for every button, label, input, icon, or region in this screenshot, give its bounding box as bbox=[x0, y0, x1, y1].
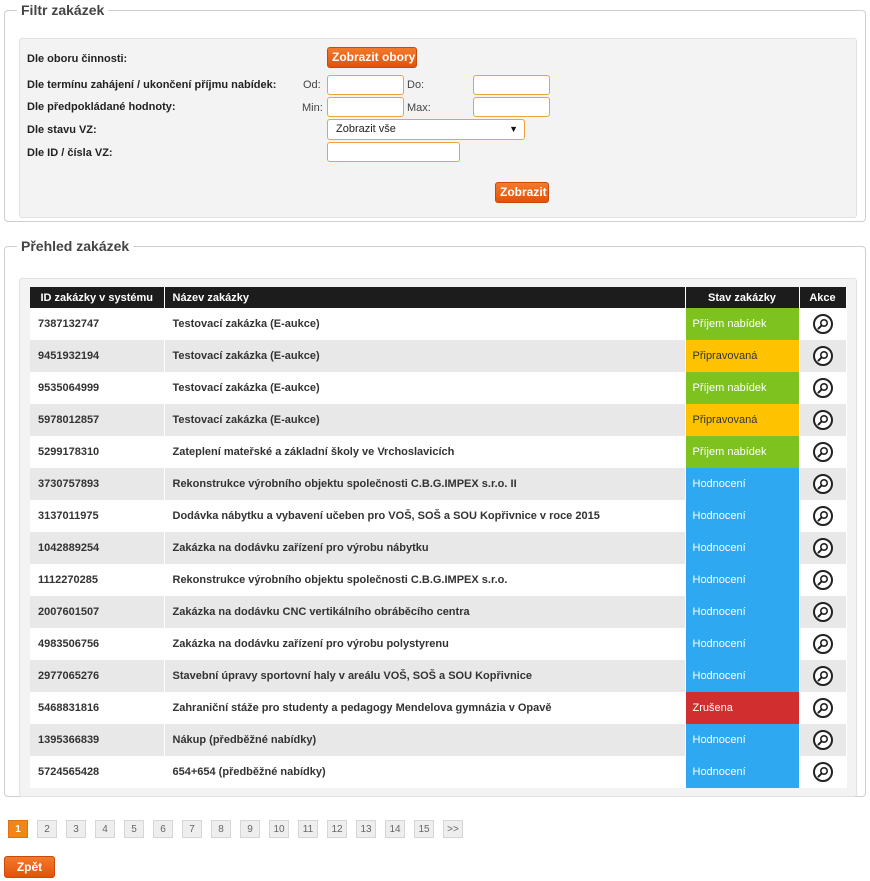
action-cell bbox=[799, 404, 846, 436]
filter-panel bbox=[4, 2, 866, 222]
action-cell bbox=[799, 628, 846, 660]
order-name-cell: Testovací zakázka (E-aukce) bbox=[164, 308, 685, 340]
orders-table-body bbox=[30, 308, 846, 788]
status-badge: Hodnocení bbox=[685, 500, 799, 532]
action-cell bbox=[799, 532, 846, 564]
action-cell bbox=[799, 372, 846, 404]
page-14-link[interactable]: 14 bbox=[385, 820, 405, 838]
status-badge: Příjem nabídek bbox=[685, 308, 799, 340]
page-8-link[interactable]: 8 bbox=[211, 820, 231, 838]
order-id-cell: 2977065276 bbox=[30, 660, 164, 692]
order-id-cell: 9535064999 bbox=[30, 372, 164, 404]
page-3-link[interactable]: 3 bbox=[66, 820, 86, 838]
magnifier-icon[interactable] bbox=[813, 314, 833, 334]
order-id-cell: 7387132747 bbox=[30, 308, 164, 340]
status-badge: Hodnocení bbox=[685, 532, 799, 564]
status-badge: Hodnocení bbox=[685, 468, 799, 500]
order-name-cell: Rekonstrukce výrobního objektu společnosti C.B.G.IMPEX s.r.o. II bbox=[164, 468, 685, 500]
order-name-cell: 654+654 (předběžné nabídky) bbox=[164, 756, 685, 788]
status-badge: Hodnocení bbox=[685, 756, 799, 788]
state-select-value: Zobrazit vše bbox=[336, 123, 396, 135]
page-4-link[interactable]: 4 bbox=[95, 820, 115, 838]
magnifier-icon[interactable] bbox=[813, 538, 833, 558]
table-row bbox=[30, 628, 846, 660]
table-row bbox=[30, 660, 846, 692]
status-badge: Hodnocení bbox=[685, 628, 799, 660]
filter-legend: Filtr zakázek bbox=[21, 2, 105, 18]
page-11-link[interactable]: 11 bbox=[298, 820, 318, 838]
magnifier-icon[interactable] bbox=[813, 634, 833, 654]
action-cell bbox=[799, 596, 846, 628]
order-id-cell: 1042889254 bbox=[30, 532, 164, 564]
submit-filter-button[interactable]: Zobrazit bbox=[495, 182, 549, 203]
page-1-link[interactable]: 1 bbox=[8, 820, 28, 838]
value-max-label: Max: bbox=[407, 102, 431, 114]
order-name-cell: Zateplení mateřské a základní školy ve Vrchoslavicích bbox=[164, 436, 685, 468]
value-min-input[interactable] bbox=[327, 97, 404, 117]
page-6-link[interactable]: 6 bbox=[153, 820, 173, 838]
table-row bbox=[30, 756, 846, 788]
order-name-cell: Zakázka na dodávku zařízení pro výrobu polystyrenu bbox=[164, 628, 685, 660]
back-button[interactable]: Zpět bbox=[4, 856, 55, 878]
state-select[interactable] bbox=[327, 119, 525, 140]
order-id-cell: 9451932194 bbox=[30, 340, 164, 372]
status-badge: Příjem nabídek bbox=[685, 372, 799, 404]
order-name-cell: Stavební úpravy sportovní haly v areálu VOŠ, SOŠ a SOU Kopřivnice bbox=[164, 660, 685, 692]
next-page-link[interactable]: >> bbox=[443, 820, 463, 838]
page-9-link[interactable]: 9 bbox=[240, 820, 260, 838]
chevron-down-icon: ▼ bbox=[509, 124, 518, 134]
magnifier-icon[interactable] bbox=[813, 506, 833, 526]
order-name-cell: Zakázka na dodávku zařízení pro výrobu nábytku bbox=[164, 532, 685, 564]
page-10-link[interactable]: 10 bbox=[269, 820, 289, 838]
action-cell bbox=[799, 692, 846, 724]
order-id-cell: 3730757893 bbox=[30, 468, 164, 500]
table-row bbox=[30, 564, 846, 596]
table-row bbox=[30, 724, 846, 756]
action-cell bbox=[799, 340, 846, 372]
table-header-row bbox=[30, 287, 846, 308]
term-to-input[interactable] bbox=[473, 75, 550, 95]
show-fields-button[interactable]: Zobrazit obory bbox=[327, 47, 417, 68]
action-cell bbox=[799, 564, 846, 596]
status-badge: Příjem nabídek bbox=[685, 436, 799, 468]
table-row bbox=[30, 532, 846, 564]
status-badge: Hodnocení bbox=[685, 596, 799, 628]
page-13-link[interactable]: 13 bbox=[356, 820, 376, 838]
magnifier-icon[interactable] bbox=[813, 346, 833, 366]
status-badge: Zrušena bbox=[685, 692, 799, 724]
action-cell bbox=[799, 500, 846, 532]
table-row bbox=[30, 500, 846, 532]
order-name-cell: Nákup (předběžné nabídky) bbox=[164, 724, 685, 756]
table-row bbox=[30, 596, 846, 628]
page-15-link[interactable]: 15 bbox=[414, 820, 434, 838]
header-name[interactable]: Název zakázky bbox=[164, 287, 685, 308]
status-badge: Hodnocení bbox=[685, 724, 799, 756]
term-from-input[interactable] bbox=[327, 75, 404, 95]
table-row bbox=[30, 404, 846, 436]
term-label: Dle termínu zahájení / ukončení příjmu nabídek: bbox=[27, 79, 277, 91]
page-12-link[interactable]: 12 bbox=[327, 820, 347, 838]
header-action: Akce bbox=[799, 287, 846, 308]
table-row bbox=[30, 340, 846, 372]
state-label: Dle stavu VZ: bbox=[27, 124, 97, 136]
status-badge: Hodnocení bbox=[685, 660, 799, 692]
action-cell bbox=[799, 468, 846, 500]
magnifier-icon[interactable] bbox=[813, 762, 833, 782]
order-name-cell: Testovací zakázka (E-aukce) bbox=[164, 404, 685, 436]
magnifier-icon[interactable] bbox=[813, 602, 833, 622]
magnifier-icon[interactable] bbox=[813, 378, 833, 398]
action-cell bbox=[799, 724, 846, 756]
header-state[interactable]: Stav zakázky bbox=[685, 287, 799, 308]
table-row bbox=[30, 436, 846, 468]
order-id-cell: 3137011975 bbox=[30, 500, 164, 532]
table-row bbox=[30, 692, 846, 724]
value-max-input[interactable] bbox=[473, 97, 550, 117]
page-5-link[interactable]: 5 bbox=[124, 820, 144, 838]
overview-panel bbox=[4, 238, 866, 797]
order-name-cell: Zahraniční stáže pro studenty a pedagogy Mendelova gymnázia v Opavě bbox=[164, 692, 685, 724]
action-cell bbox=[799, 660, 846, 692]
action-cell bbox=[799, 308, 846, 340]
order-name-cell: Zakázka na dodávku CNC vertikálního obráběcího centra bbox=[164, 596, 685, 628]
page-2-link[interactable]: 2 bbox=[37, 820, 57, 838]
table-row bbox=[30, 372, 846, 404]
filter-form bbox=[19, 38, 857, 218]
status-badge: Hodnocení bbox=[685, 564, 799, 596]
magnifier-icon[interactable] bbox=[813, 698, 833, 718]
magnifier-icon[interactable] bbox=[813, 666, 833, 686]
action-cell bbox=[799, 436, 846, 468]
magnifier-icon[interactable] bbox=[813, 730, 833, 750]
order-id-cell: 5978012857 bbox=[30, 404, 164, 436]
order-id-cell: 5724565428 bbox=[30, 756, 164, 788]
magnifier-icon[interactable] bbox=[813, 570, 833, 590]
order-name-cell: Dodávka nábytku a vybavení učeben pro VOŠ, SOŠ a SOU Kopřivnice v roce 2015 bbox=[164, 500, 685, 532]
status-badge: Připravovaná bbox=[685, 404, 799, 436]
order-name-cell: Rekonstrukce výrobního objektu společnosti C.B.G.IMPEX s.r.o. bbox=[164, 564, 685, 596]
magnifier-icon[interactable] bbox=[813, 410, 833, 430]
value-label: Dle předpokládané hodnoty: bbox=[27, 101, 176, 113]
order-id-cell: 4983506756 bbox=[30, 628, 164, 660]
id-input[interactable] bbox=[327, 142, 460, 162]
order-name-cell: Testovací zakázka (E-aukce) bbox=[164, 372, 685, 404]
order-id-cell: 1112270285 bbox=[30, 564, 164, 596]
field-label: Dle oboru činnosti: bbox=[27, 53, 128, 65]
term-from-label: Od: bbox=[303, 79, 321, 91]
table-row bbox=[30, 308, 846, 340]
id-label: Dle ID / čísla VZ: bbox=[27, 147, 113, 159]
table-row bbox=[30, 468, 846, 500]
magnifier-icon[interactable] bbox=[813, 442, 833, 462]
orders-table bbox=[30, 287, 847, 788]
order-name-cell: Testovací zakázka (E-aukce) bbox=[164, 340, 685, 372]
page-7-link[interactable]: 7 bbox=[182, 820, 202, 838]
header-id[interactable]: ID zakázky v systému bbox=[30, 287, 164, 308]
term-to-label: Do: bbox=[407, 79, 425, 91]
order-id-cell: 5468831816 bbox=[30, 692, 164, 724]
order-id-cell: 2007601507 bbox=[30, 596, 164, 628]
order-id-cell: 1395366839 bbox=[30, 724, 164, 756]
value-min-label: Min: bbox=[302, 102, 323, 114]
overview-legend: Přehled zakázek bbox=[21, 238, 130, 254]
order-id-cell: 5299178310 bbox=[30, 436, 164, 468]
orders-table-wrapper bbox=[19, 278, 857, 797]
action-cell bbox=[799, 756, 846, 788]
magnifier-icon[interactable] bbox=[813, 474, 833, 494]
status-badge: Připravovaná bbox=[685, 340, 799, 372]
